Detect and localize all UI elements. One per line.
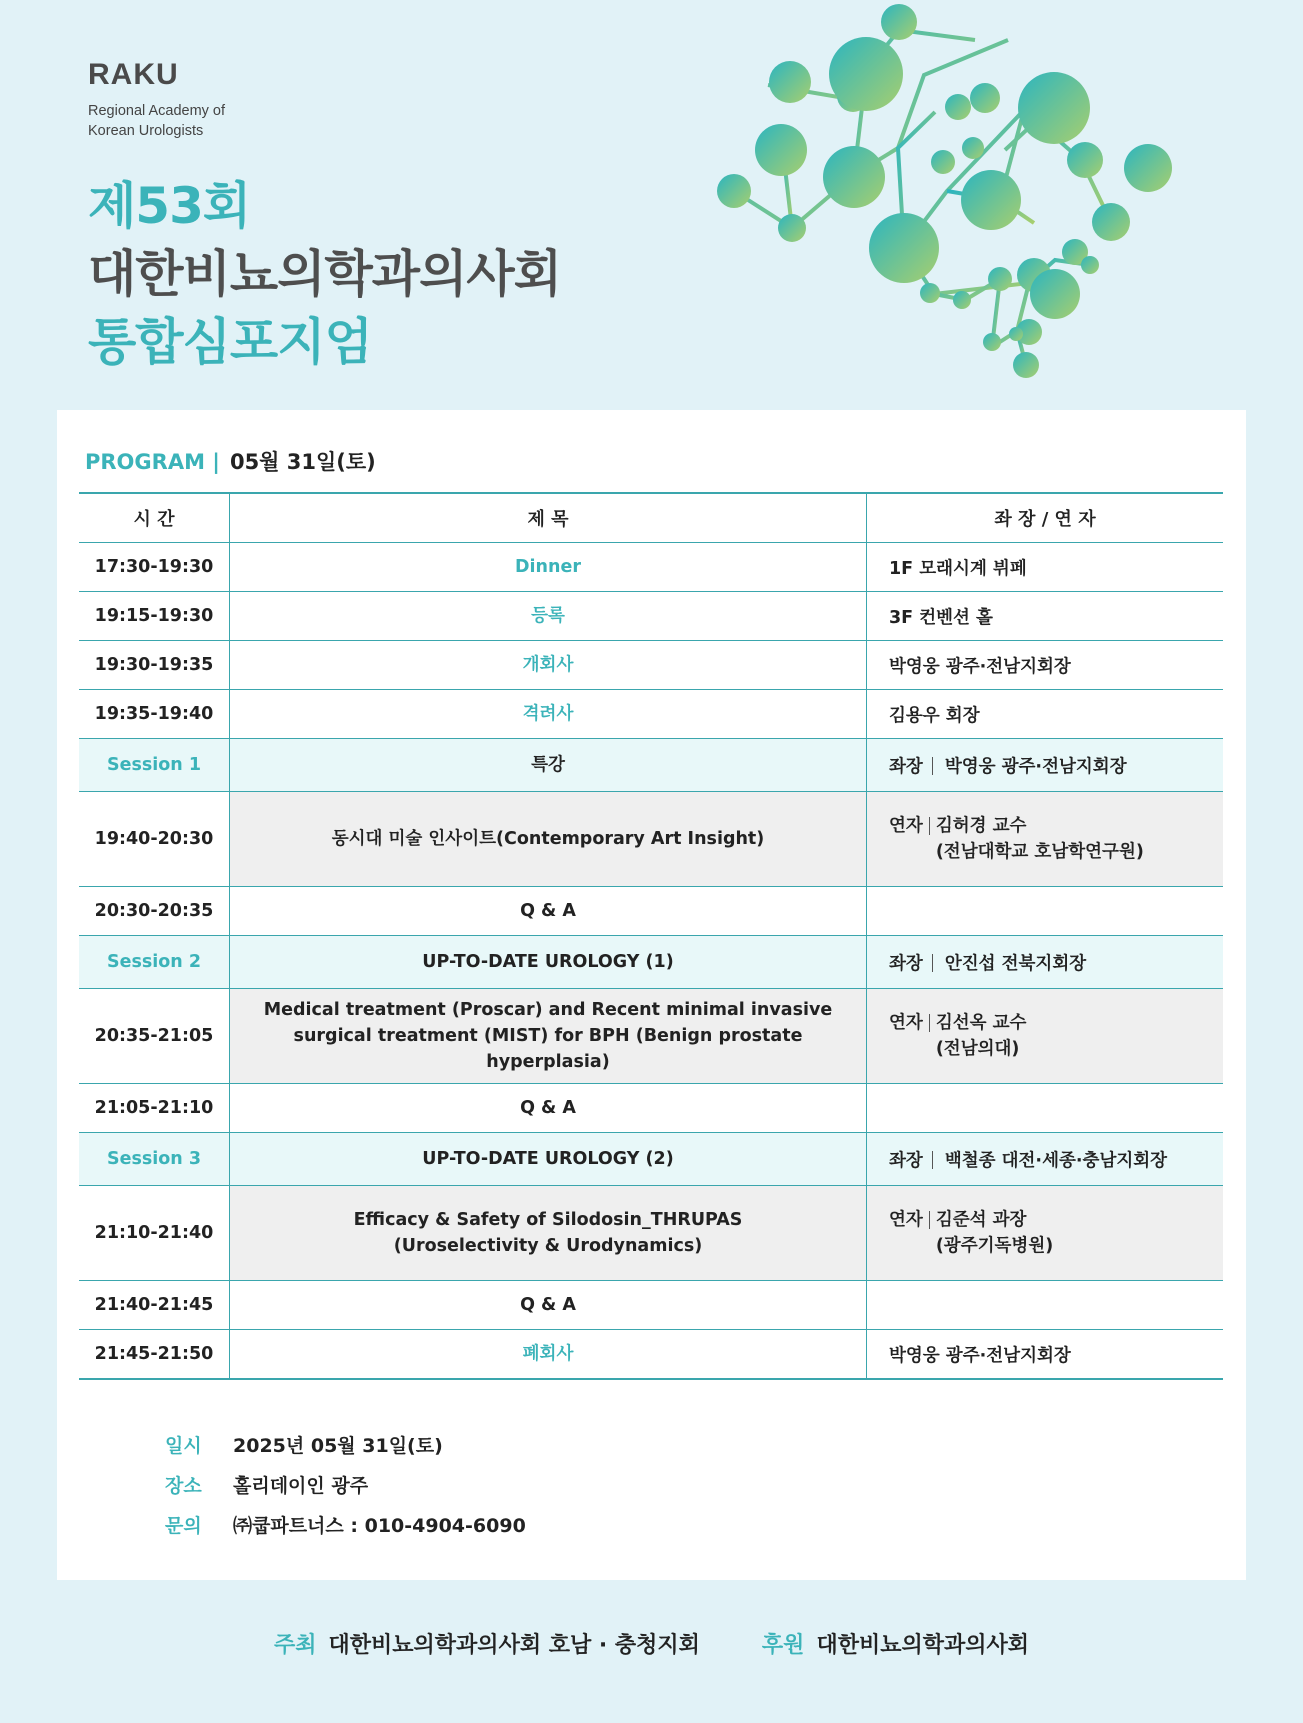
- role-label: 좌장: [889, 1150, 923, 1171]
- row-time: 19:35-19:40: [79, 690, 230, 739]
- role-label: 좌장: [889, 756, 923, 777]
- session-title: 특강: [230, 739, 867, 792]
- table-row: [79, 641, 1223, 690]
- table-row: [79, 592, 1223, 641]
- role-label: 좌장: [889, 953, 923, 974]
- session-title: UP-TO-DATE UROLOGY (1): [230, 936, 867, 989]
- row-speaker: 1F 모래시계 뷔페: [867, 543, 1224, 592]
- row-title: Q & A: [230, 1281, 867, 1330]
- program-label: PROGRAM |: [85, 450, 220, 474]
- program-heading: [85, 446, 376, 476]
- sponsor-value: 대한비뇨의학과의사회: [816, 1633, 1029, 1658]
- speaker-affiliation: (광주기독병원): [935, 1236, 1054, 1256]
- row-time: 21:40-21:45: [79, 1281, 230, 1330]
- chair-name: 박영웅 광주·전남지회장: [944, 756, 1127, 777]
- row-speaker: 김용우 회장: [867, 690, 1224, 739]
- row-time: 21:45-21:50: [79, 1330, 230, 1380]
- row-time: 17:30-19:30: [79, 543, 230, 592]
- host-value: 대한비뇨의학과의사회 호남 · 충청지회: [328, 1633, 700, 1658]
- row-speaker: [867, 1281, 1224, 1330]
- table-row: [79, 887, 1223, 936]
- table-row: [79, 1281, 1223, 1330]
- lecture-title: [230, 1186, 867, 1281]
- row-title: 폐회사: [230, 1330, 867, 1380]
- lecture-title-line-2: (Uroselectivity & Urodynamics): [393, 1236, 703, 1256]
- lecture-row: [79, 989, 1223, 1084]
- org-subtitle-line-2: Korean Urologists: [88, 123, 204, 139]
- row-time: 20:30-20:35: [79, 887, 230, 936]
- table-row: [79, 1330, 1223, 1380]
- info-date-value: 2025년 05월 31일(토): [233, 1435, 443, 1457]
- role-label: 연자: [889, 816, 923, 836]
- table-row: [79, 690, 1223, 739]
- org-subtitle-line-1: Regional Academy of: [88, 103, 226, 119]
- lecture-title-line-1: Medical treatment (Proscar) and Recent minimal invasive: [263, 1000, 833, 1020]
- session-title: UP-TO-DATE UROLOGY (2): [230, 1133, 867, 1186]
- info-contact-value: ㈜쿱파트너스 : 010-4904-6090: [233, 1515, 526, 1537]
- divider: [929, 1014, 930, 1032]
- info-place-value: 홀리데이인 광주: [233, 1475, 369, 1497]
- info-place: [165, 1466, 526, 1506]
- divider: [932, 757, 933, 775]
- info-date-label: 일시: [165, 1435, 202, 1457]
- row-time: 19:30-19:35: [79, 641, 230, 690]
- row-time: 21:10-21:40: [79, 1186, 230, 1281]
- speaker-affiliation: (전남의대): [935, 1039, 1020, 1059]
- row-time: 19:15-19:30: [79, 592, 230, 641]
- title-organization: 대한비뇨의학과의사회: [88, 245, 561, 303]
- divider: [932, 1151, 933, 1169]
- row-title: 등록: [230, 592, 867, 641]
- row-title: Dinner: [230, 543, 867, 592]
- molecule-graphic: [700, 0, 1180, 390]
- info-contact: [165, 1506, 526, 1546]
- lecture-title-line-1: Efficacy & Safety of Silodosin_THRUPAS: [353, 1210, 743, 1230]
- divider: [929, 1211, 930, 1229]
- row-speaker: [867, 887, 1224, 936]
- session-row: [79, 739, 1223, 792]
- col-header-speaker: 좌 장 / 연 자: [867, 493, 1224, 543]
- program-date: 05월 31일(토): [229, 450, 376, 474]
- session-label: Session 2: [79, 936, 230, 989]
- row-speaker: 3F 컨벤션 홀: [867, 592, 1224, 641]
- role-label: 연자: [889, 1013, 923, 1033]
- lecture-title-line-2: surgical treatment (MIST) for BPH (Benign prostate hyperplasia): [293, 1026, 803, 1072]
- chair-name: 안진섭 전북지회장: [944, 953, 1087, 974]
- program-table: [79, 492, 1223, 1380]
- sponsor-label: 후원: [761, 1633, 805, 1658]
- row-chair: [867, 739, 1224, 792]
- lecture-row: [79, 792, 1223, 887]
- session-row: [79, 1133, 1223, 1186]
- event-info: [165, 1426, 526, 1546]
- speaker-name: 김허경 교수: [935, 816, 1027, 836]
- chair-name: 백철종 대전·세종·충남지회장: [944, 1150, 1168, 1171]
- row-speaker: 박영웅 광주·전남지회장: [867, 1330, 1224, 1380]
- row-title: 격려사: [230, 690, 867, 739]
- speaker-name: 김선옥 교수: [935, 1013, 1027, 1033]
- lecture-title: 동시대 미술 인사이트(Contemporary Art Insight): [230, 792, 867, 887]
- table-row: [79, 1084, 1223, 1133]
- row-speaker: [867, 1084, 1224, 1133]
- row-title: Q & A: [230, 887, 867, 936]
- footer: [0, 1628, 1303, 1659]
- divider: [929, 817, 930, 835]
- org-subtitle: [88, 101, 225, 141]
- row-speaker: [867, 792, 1224, 887]
- lecture-row: [79, 1186, 1223, 1281]
- lecture-title: [230, 989, 867, 1084]
- row-time: 20:35-21:05: [79, 989, 230, 1084]
- row-speaker: [867, 1186, 1224, 1281]
- program-card: [57, 410, 1246, 1580]
- row-chair: [867, 1133, 1224, 1186]
- info-place-label: 장소: [165, 1475, 202, 1497]
- row-title: 개회사: [230, 641, 867, 690]
- row-time: 21:05-21:10: [79, 1084, 230, 1133]
- row-speaker: 박영웅 광주·전남지회장: [867, 641, 1224, 690]
- divider: [932, 954, 933, 972]
- session-label: Session 1: [79, 739, 230, 792]
- row-speaker: [867, 989, 1224, 1084]
- table-row: [79, 543, 1223, 592]
- session-label: Session 3: [79, 1133, 230, 1186]
- role-label: 연자: [889, 1210, 923, 1230]
- row-time: 19:40-20:30: [79, 792, 230, 887]
- col-header-time: 시 간: [79, 493, 230, 543]
- title-edition: 제53회: [88, 177, 251, 235]
- host-label: 주최: [274, 1633, 317, 1658]
- session-row: [79, 936, 1223, 989]
- org-logo-text: RAKU: [88, 58, 179, 91]
- col-header-title: 제 목: [230, 493, 867, 543]
- info-date: [165, 1426, 526, 1466]
- row-title: Q & A: [230, 1084, 867, 1133]
- row-chair: [867, 936, 1224, 989]
- speaker-name: 김준석 과장: [935, 1210, 1027, 1230]
- speaker-affiliation: (전남대학교 호남학연구원): [935, 842, 1144, 862]
- info-contact-label: 문의: [165, 1515, 202, 1537]
- title-event: 통합심포지엄: [88, 313, 372, 371]
